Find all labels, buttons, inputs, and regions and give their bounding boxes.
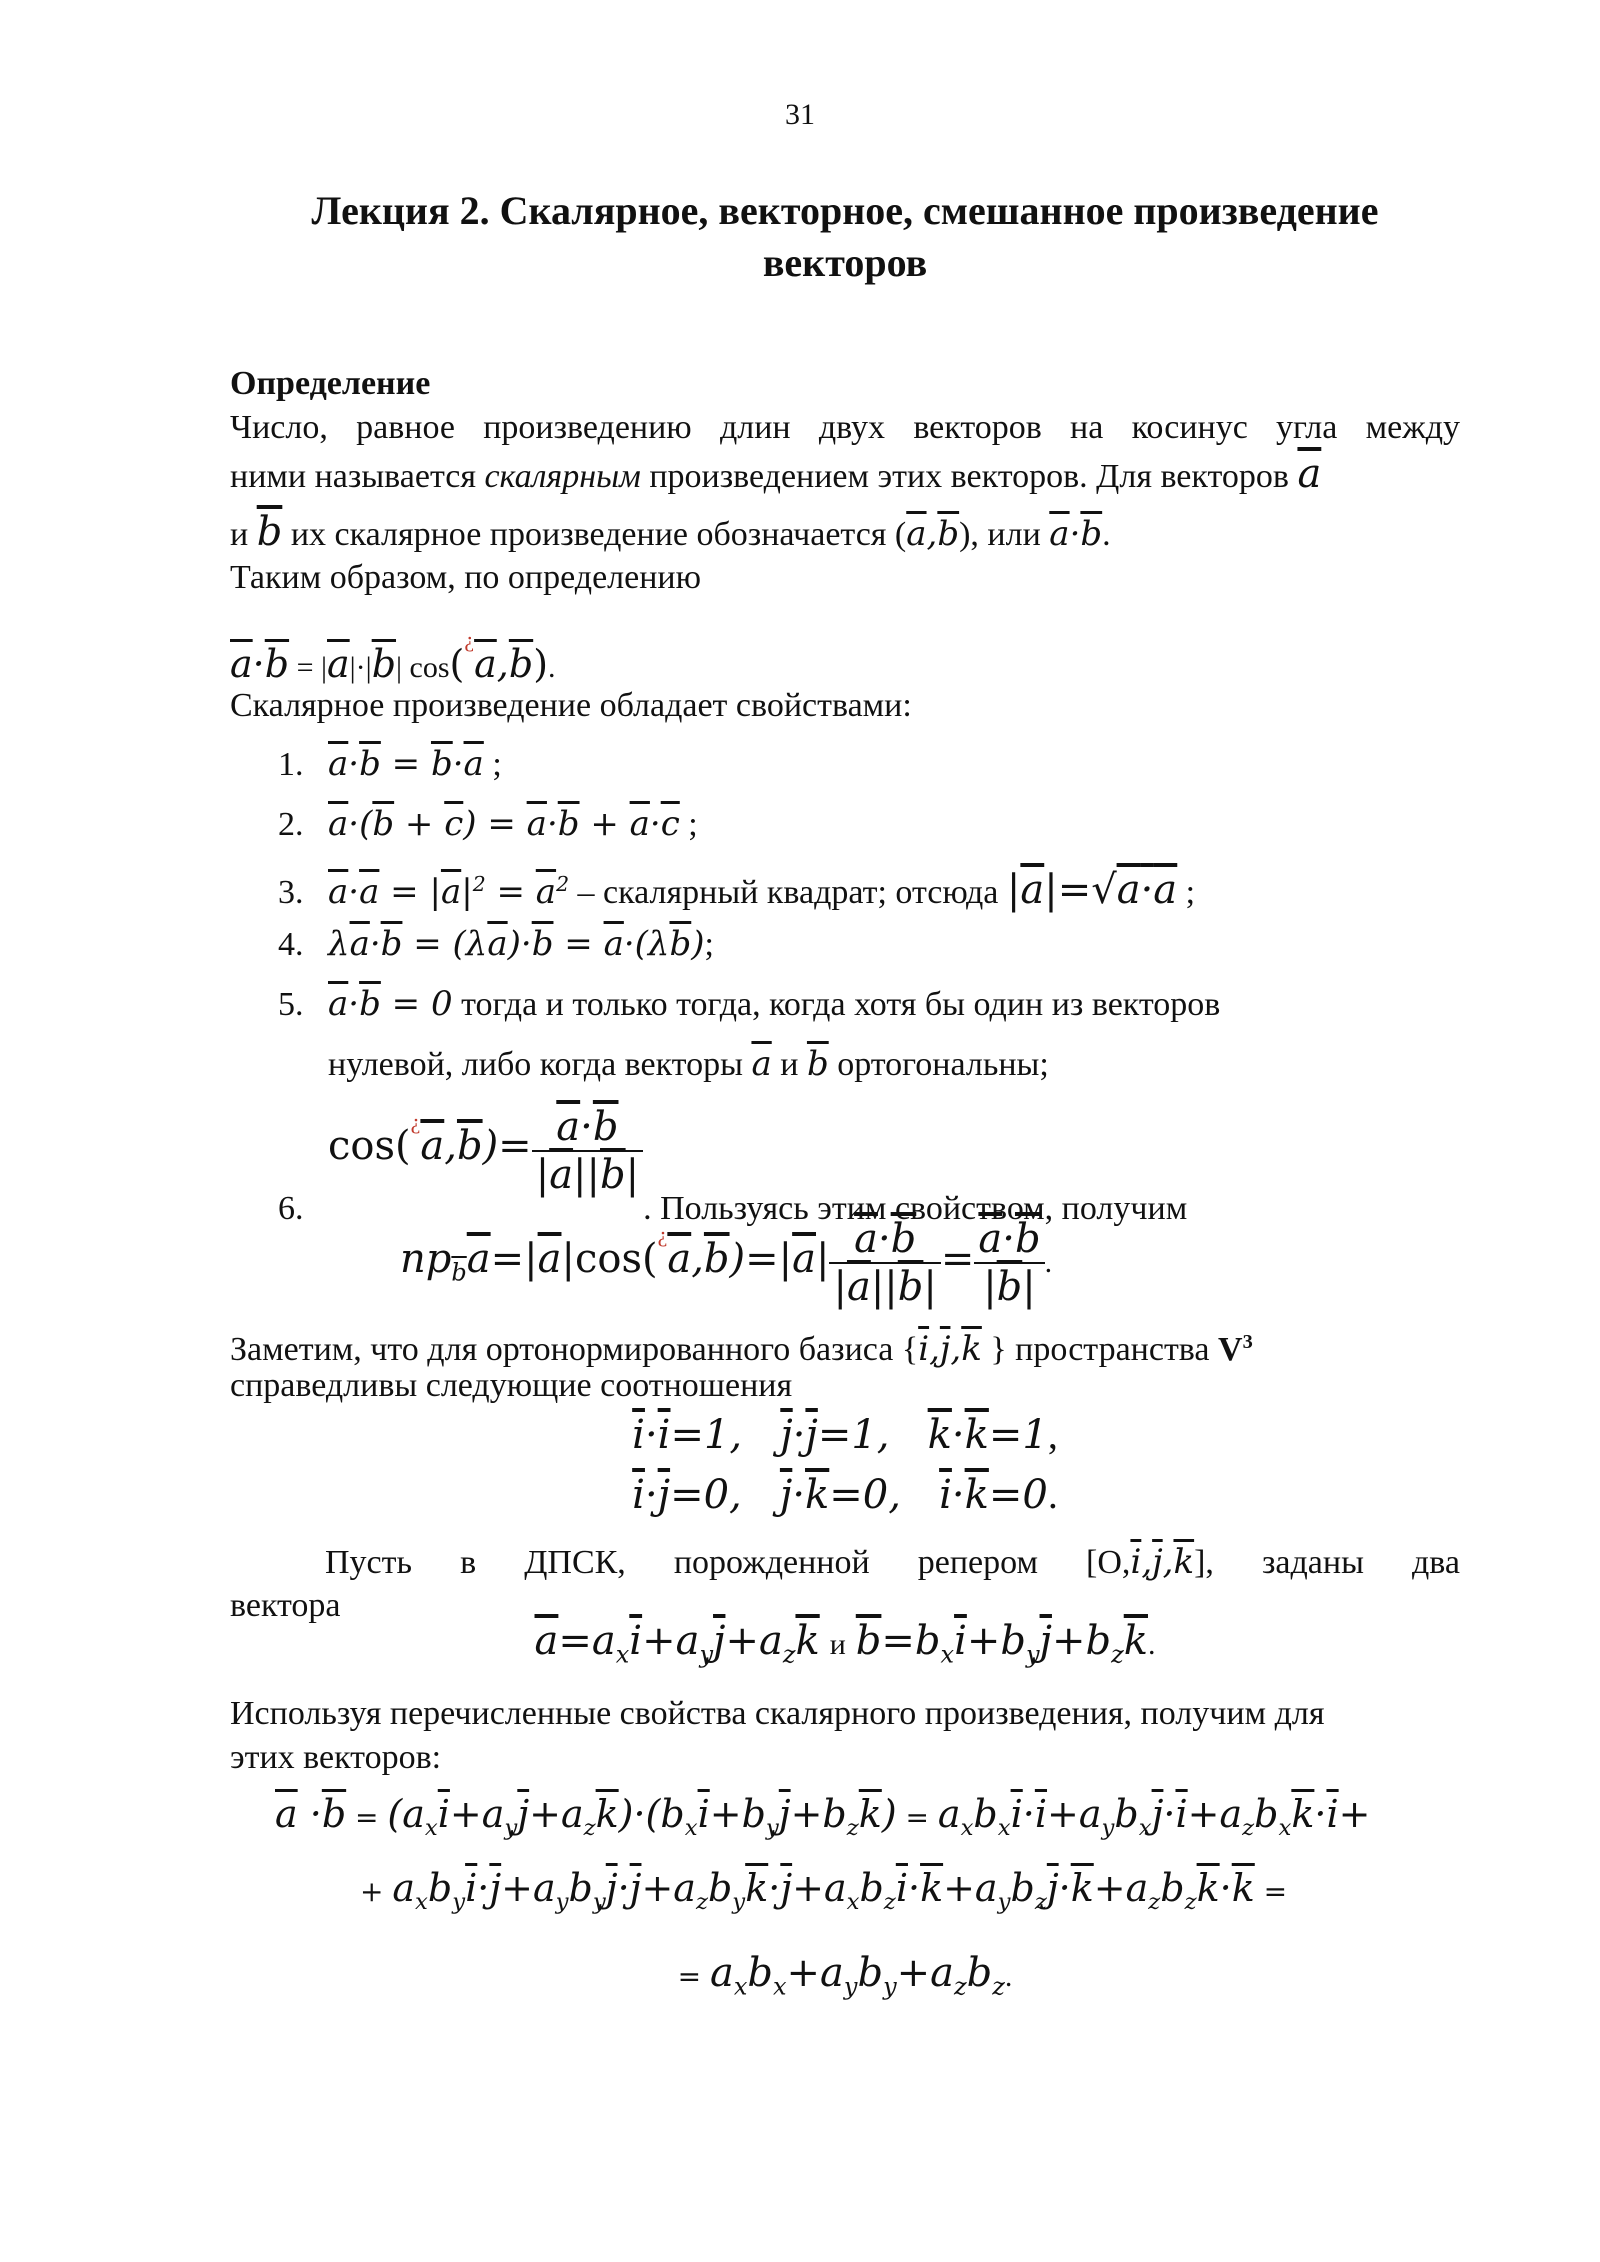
definition-line-1: Число, равное произведению длин двух векторов на косинус угла между — [230, 409, 1460, 446]
property-4: 4. $\lambda\overline{a}\cdot\overline{b} = (\lambda\overline{a})\cdot\overline{b} = \overline{a}\cdot(\lambda\overline{b})$; — [278, 924, 714, 964]
notation-dot: $\overline{a}\cdot\overline{b}$ — [1049, 514, 1103, 554]
using-line-1: Используя перечисленные свойства скалярного произведения, получим для — [230, 1695, 1325, 1732]
lecture-title: Лекция 2. Скалярное, векторное, смешанное произведение векторов — [311, 188, 1379, 285]
vector-decomposition: $\overline{a}=a_x\overline{i}+a_y\overline{j}+a_z\overline{k}$ и $\overline{b}=b_x\overline{i}+b_y\overline{j}+b_z\overline{k}$. — [534, 1618, 1156, 1669]
thus-line: Таким образом, по определению — [230, 559, 702, 596]
basis-note-line-2: справедливы следующие соотношения — [230, 1367, 793, 1404]
basis-note-line-1: Заметим, что для ортонормированного базиса {$\overline{i},\overline{j},\overline{k}$ } пространства $V^3$ — [230, 1329, 1253, 1370]
definition-formula: $\overline{a}\cdot\overline{b} = |\overline{a}|\cdot|\overline{b}|$ $\cos(^¿\overline{a},\overline{b})$. — [230, 627, 556, 686]
page-number: 31 — [785, 98, 815, 131]
vector-b: $\overline{b}$ — [256, 509, 283, 555]
properties-intro: Скалярное произведение обладает свойствами: — [230, 687, 912, 724]
let-line-2: вектора — [230, 1587, 341, 1624]
let-line-1: Пусть в ДПСК, порожденной репером $[O,\overline{i},\overline{j},\overline{k}]$, заданы два — [325, 1542, 1460, 1582]
definition-line-2: ними называется скалярным произведением этих векторов. Для векторов $\overline{a}$ — [230, 451, 1322, 497]
definition-heading: Определение — [230, 365, 431, 402]
definition-line-3: и $\overline{b}$ их скалярное произведение обозначается $(\overline{a},\overline{b})$, или $\overline{a}\cdot\overline{b}$. — [230, 509, 1111, 555]
derivation-result: = $a_xb_x+a_yb_y+a_zb_z$. — [677, 1950, 1013, 2001]
derivation-line-2: + $a_xb_y\overline{i}\cdot\overline{j}+a_yb_y\overline{j}\cdot\overline{j}+a_zb_y\overline{k}\cdot\overline{j}+a_xb_z\overline{i}\cdot\overline{k}+a_yb_z\overline{j}\cdot\overline{k}+a_zb_z\overline{k}\cdot\overline{k}$ = — [360, 1866, 1288, 1915]
projection-formula: $пр_{\overline{b}}\overline{a}=|\overline{a}|\cos(^¿\overline{a},\overline{b})=|\overline{a}|$ $\frac{\overline{a}\cdot\overline{b}}{|\overline{a}||\overline{b}|}$ = $\frac{\overline{a}\cdot\overline{b}}{|\overline{b}|}$ . — [400, 1215, 1053, 1310]
notation-pair: $\overline{a},\overline{b}$ — [906, 514, 960, 554]
property-5: 5. $\overline{a}\cdot\overline{b} = 0$ тогда и только тогда, когда хотя бы один из векторов — [278, 984, 1221, 1024]
property-2: 2. $\overline{a}\cdot(\overline{b} + \overline{c}) = \overline{a}\cdot\overline{b} + \overline{a}\cdot\overline{c}$ ; — [278, 804, 698, 844]
using-line-2: этих векторов: — [230, 1739, 442, 1776]
property-3: 3. $\overline{a}\cdot\overline{a} = |\overline{a}|^2 = \overline{a}^2$ – скалярный квадрат; отсюда $|\overline{a}|=√a\cdot a$ ; — [278, 867, 1196, 914]
property-1: 1. $\overline{a}\cdot\overline{b} = \overline{b}\cdot\overline{a}$ ; — [278, 744, 502, 784]
basis-relations-1: $\overline{i}\cdot\overline{i}=1$, $\overline{j}\cdot\overline{j}=1$, $\overline{k}\cdot\overline{k}=1$, — [632, 1412, 1058, 1458]
derivation-line-1: $\overline{a} \cdot\overline{b} = (a_x\overline{i}+a_y\overline{j}+a_z\overline{k})\cdot(b_x\overline{i}+b_y\overline{j}+b_z\overline{k}) = a_xb_x\overline{i}\cdot\overline{i}+a_yb_x\overline{j}\cdot\overline{i}+a_zb_x\overline{k}\cdot\overline{i}+$ — [275, 1792, 1371, 1841]
property-5-cont: нулевой, либо когда векторы $\overline{a}$ и $\overline{b}$ ортогональны; — [328, 1044, 1049, 1084]
term-scalar: скалярным — [484, 458, 641, 495]
vector-a: $\overline{a}$ — [1297, 451, 1322, 497]
basis-relations-2: $\overline{i}\cdot\overline{j}=0$, $\overline{j}\cdot\overline{k}=0$, $\overline{i}\cdot\overline{k}=0$. — [632, 1472, 1058, 1518]
property-6: $6.\cos(^¿\overline{a},\overline{b})=$ $\frac{\overline{a}\cdot\overline{b}}{|\overline{a}||\overline{b}|}$ . Пользуясь этим свойством, получим — [278, 1104, 1188, 1227]
